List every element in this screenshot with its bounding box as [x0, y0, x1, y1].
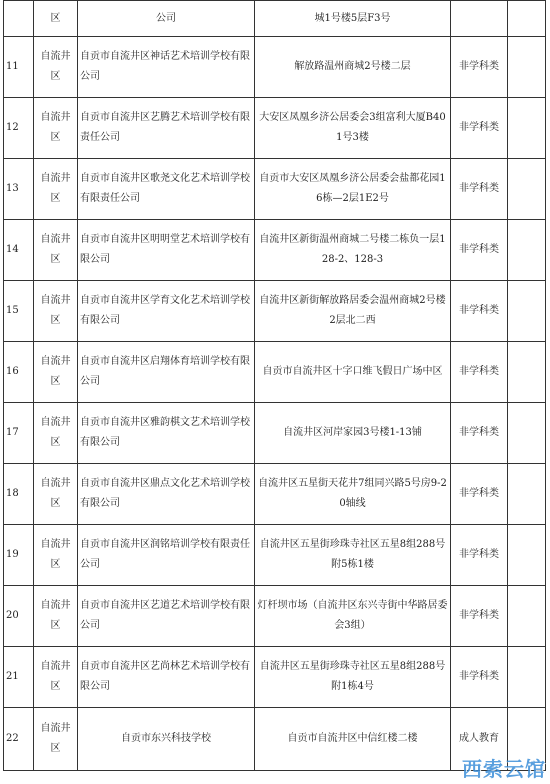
cell-extra — [508, 403, 546, 464]
cell-district: 自流井区 — [34, 342, 78, 403]
cell-district: 自流井区 — [34, 159, 78, 220]
cell-address: 自流井区河岸家园3号楼1-13铺 — [255, 403, 451, 464]
cell-name: 公司 — [78, 1, 255, 37]
cell-no — [4, 1, 34, 37]
table-row — [4, 647, 546, 708]
cell-name: 自贡市自流井区明明堂艺术培训学校有限公司 — [78, 220, 255, 281]
cell-address: 自流井区新街解放路居委会温州商城2号楼2层北二西 — [255, 281, 451, 342]
cell-extra — [508, 586, 546, 647]
cell-address: 自流井区五星街珍珠寺社区五星8组288号附1栋4号 — [255, 647, 451, 708]
cell-name: 自贡市自流井区润铭培训学校有限责任公司 — [78, 525, 255, 586]
cell-name: 自贡市自流井区雅韵棋文艺术培训学校有限公司 — [78, 403, 255, 464]
cell-address: 自流井区新街温州商城二号楼二栋负一层128-2、128-3 — [255, 220, 451, 281]
cell-district: 自流井区 — [34, 708, 78, 771]
cell-name: 自贡市自流井区歌尧文化艺术培训学校有限责任公司 — [78, 159, 255, 220]
table-row — [4, 281, 546, 342]
table-row — [4, 525, 546, 586]
cell-address: 城1号楼5层F3号 — [255, 1, 451, 37]
cell-type: 非学科类 — [451, 281, 508, 342]
cell-extra — [508, 525, 546, 586]
cell-extra — [508, 464, 546, 525]
cell-extra — [508, 98, 546, 159]
table-row — [4, 342, 546, 403]
cell-extra — [508, 342, 546, 403]
cell-district: 自流井区 — [34, 220, 78, 281]
cell-no: 17 — [4, 403, 34, 464]
site-watermark: 西索云馆 — [462, 757, 546, 781]
cell-district: 自流井区 — [34, 281, 78, 342]
table-row — [4, 403, 546, 464]
cell-name: 自贡市自流井区艺道艺术培训学校有限公司 — [78, 586, 255, 647]
cell-type: 非学科类 — [451, 98, 508, 159]
cell-no: 21 — [4, 647, 34, 708]
cell-type: 非学科类 — [451, 220, 508, 281]
table-body — [4, 1, 546, 771]
table-row — [4, 98, 546, 159]
cell-no: 12 — [4, 98, 34, 159]
cell-address: 自贡市自流井区中信红楼二楼 — [255, 708, 451, 771]
table-row — [4, 464, 546, 525]
cell-name: 自贡市自流井区艺腾艺术培训学校有限责任公司 — [78, 98, 255, 159]
cell-no: 15 — [4, 281, 34, 342]
cell-no: 20 — [4, 586, 34, 647]
cell-type — [451, 1, 508, 37]
cell-address: 自贡市大安区凤凰乡济公居委会盐都花园16栋—2层1E2号 — [255, 159, 451, 220]
cell-no: 14 — [4, 220, 34, 281]
cell-address: 大安区凤凰乡济公居委会3组富利大厦B401号3楼 — [255, 98, 451, 159]
table-row-continued — [4, 1, 546, 37]
school-list-table — [3, 0, 546, 771]
cell-name: 自贡市东兴科技学校 — [78, 708, 255, 771]
cell-extra — [508, 647, 546, 708]
cell-type: 非学科类 — [451, 586, 508, 647]
cell-extra — [508, 37, 546, 98]
cell-no: 11 — [4, 37, 34, 98]
cell-district: 自流井区 — [34, 464, 78, 525]
cell-district: 自流井区 — [34, 647, 78, 708]
cell-type: 非学科类 — [451, 37, 508, 98]
cell-address: 自流井区五星街珍珠寺社区五星8组288号附5栋1楼 — [255, 525, 451, 586]
cell-no: 22 — [4, 708, 34, 771]
cell-address: 解放路温州商城2号楼二层 — [255, 37, 451, 98]
table-row — [4, 159, 546, 220]
cell-district: 自流井区 — [34, 525, 78, 586]
cell-district: 自流井区 — [34, 403, 78, 464]
cell-extra — [508, 159, 546, 220]
cell-district: 区 — [34, 1, 78, 37]
cell-type: 非学科类 — [451, 647, 508, 708]
cell-address: 自流井区五星街天花井7组同兴路5号房9-20轴线 — [255, 464, 451, 525]
cell-name: 自贡市自流井区神话艺术培训学校有限公司 — [78, 37, 255, 98]
cell-extra — [508, 220, 546, 281]
cell-name: 自贡市自流井区艺尚林艺术培训学校有限公司 — [78, 647, 255, 708]
cell-type: 非学科类 — [451, 342, 508, 403]
table-row — [4, 220, 546, 281]
cell-type: 成人教育 — [451, 708, 508, 771]
cell-type: 非学科类 — [451, 525, 508, 586]
cell-no: 19 — [4, 525, 34, 586]
cell-type: 非学科类 — [451, 403, 508, 464]
cell-no: 18 — [4, 464, 34, 525]
cell-name: 自贡市自流井区启翔体育培训学校有限公司 — [78, 342, 255, 403]
cell-no: 13 — [4, 159, 34, 220]
table-row — [4, 37, 546, 98]
cell-name: 自贡市自流井区学育文化艺术培训学校有限公司 — [78, 281, 255, 342]
cell-type: 非学科类 — [451, 159, 508, 220]
cell-district: 自流井区 — [34, 586, 78, 647]
cell-no: 16 — [4, 342, 34, 403]
cell-district: 自流井区 — [34, 98, 78, 159]
cell-extra — [508, 281, 546, 342]
cell-address: 灯杆坝市场（自流井区东兴寺街中华路居委会3组） — [255, 586, 451, 647]
cell-extra — [508, 1, 546, 37]
cell-district: 自流井区 — [34, 37, 78, 98]
cell-type: 非学科类 — [451, 464, 508, 525]
table-row — [4, 586, 546, 647]
cell-name: 自贡市自流井区鼎点文化艺术培训学校有限公司 — [78, 464, 255, 525]
cell-address: 自贡市自流井区十字口维飞假日广场中区 — [255, 342, 451, 403]
